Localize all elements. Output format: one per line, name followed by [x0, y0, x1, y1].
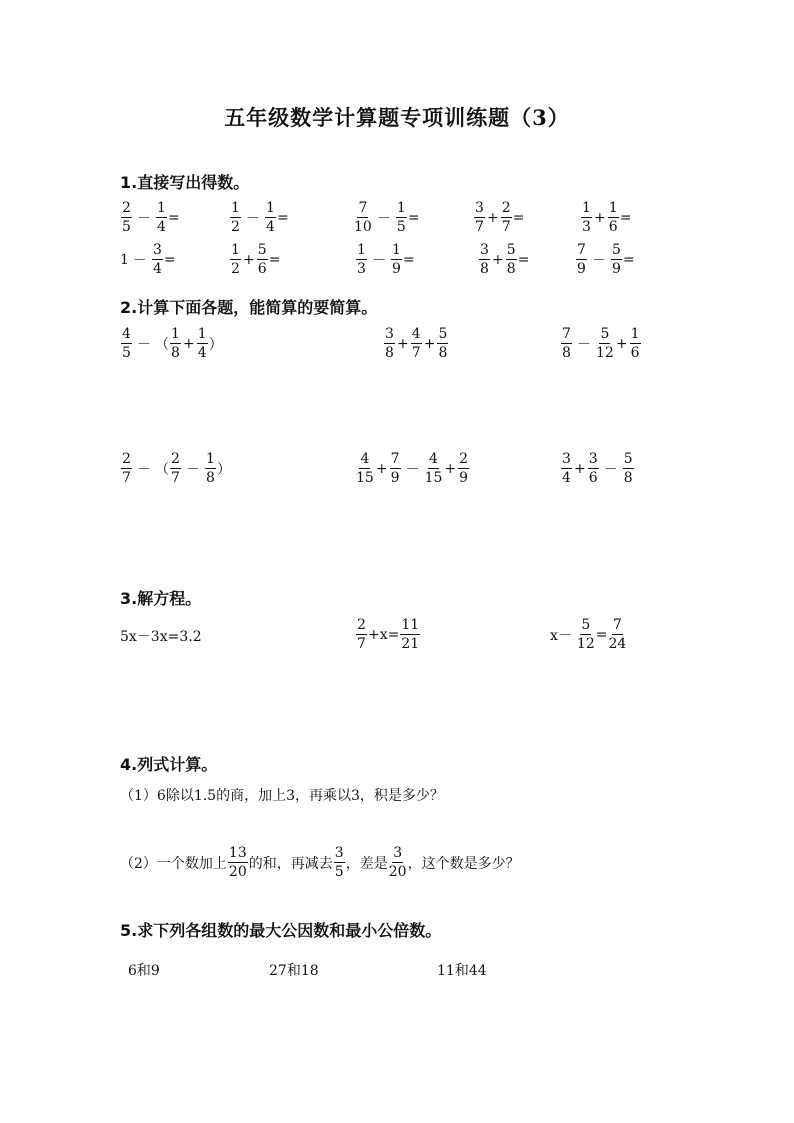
equation-3: x－ $\frac{5}{12}$ = $\frac{7}{24}$	[550, 617, 627, 652]
word-problem-2: （2）一个数加上 $\frac{13}{20}$ 的和，再减去 $\frac{3}{5}$ ，差是 $\frac{3}{20}$ ，这个数是多少？	[120, 845, 520, 880]
number-pair: 11和44	[437, 963, 487, 979]
equation-1: 5x－3x=3.2	[120, 629, 202, 645]
s2-expression: $\frac{4}{15}$ + $\frac{7}{9}$ － $\frac{4}{15}$ + $\frac{2}{9}$	[356, 451, 469, 486]
word-problem-1: （1）6除以1.5的商，加上3，再乘以3，积是多少？	[120, 788, 444, 804]
equation-2: $\frac{2}{7}$ +x= $\frac{11}{21}$	[357, 617, 420, 652]
s2-expression: $\frac{7}{8}$ － $\frac{5}{12}$ + $\frac{1}{6}$	[562, 326, 640, 361]
number-pair: 6和9	[128, 963, 160, 979]
s1-r2-item: $\frac{1}{2}$ + $\frac{5}{6}$ =	[231, 242, 281, 277]
section-5-heading: 5.求下列各组数的最大公因数和最小公倍数。	[120, 921, 442, 940]
s2-expression: $\frac{2}{7}$ － （ $\frac{2}{7}$ － $\frac{1}{8}$ ）	[122, 451, 231, 486]
s2-expression: $\frac{3}{8}$ + $\frac{4}{7}$ + $\frac{5}{8}$	[385, 326, 448, 361]
s1-r1-item: $\frac{3}{7}$ + $\frac{2}{7}$ =	[475, 200, 525, 235]
s1-r2-item: $\frac{1}{3}$ － $\frac{1}{9}$ =	[357, 242, 415, 277]
section-1-heading: 1.直接写出得数。	[120, 173, 250, 192]
s1-r2-item: 1 － $\frac{3}{4}$ =	[120, 242, 176, 277]
s1-r2-item: $\frac{3}{8}$ + $\frac{5}{8}$ =	[480, 242, 530, 277]
s2-expression: $\frac{3}{4}$ + $\frac{3}{6}$ － $\frac{5}{8}$	[562, 451, 633, 486]
s1-r1-item: $\frac{1}{3}$ + $\frac{1}{6}$ =	[582, 200, 632, 235]
number-pair: 27和18	[269, 963, 319, 979]
s1-r2-item: $\frac{7}{9}$ － $\frac{5}{9}$ =	[577, 242, 635, 277]
s2-expression: $\frac{4}{5}$ － （ $\frac{1}{8}$ + $\frac{1}{4}$ ）	[122, 326, 223, 361]
section-3-heading: 3.解方程。	[120, 589, 202, 608]
s1-r1-item: $\frac{2}{5}$ － $\frac{1}{4}$ =	[122, 200, 180, 235]
section-2-heading: 2.计算下面各题，能简算的要简算。	[120, 298, 378, 317]
page-title: 五年级数学计算题专项训练题（3）	[224, 105, 570, 130]
s1-r1-item: $\frac{1}{2}$ － $\frac{1}{4}$ =	[231, 200, 289, 235]
s1-r1-item: $\frac{7}{10}$ － $\frac{1}{5}$ =	[354, 200, 420, 235]
section-4-heading: 4.列式计算。	[120, 755, 218, 774]
